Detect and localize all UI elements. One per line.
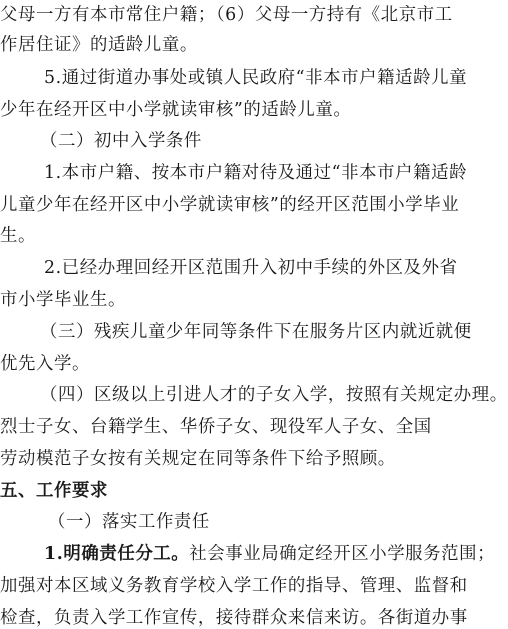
text-line: （三）残疾儿童少年同等条件下在服务片区内就近就便 (40, 322, 472, 342)
text-line: 父母一方有本市常住户籍；（6）父母一方持有《北京市工 (0, 5, 453, 25)
text-line: 少年在经开区中小学就读审核”的适龄儿童。 (0, 100, 352, 120)
text-line-bold-lead (44, 543, 496, 565)
text-line: （四）区级以上引进人才的子女入学，按照有关规定办理。 (40, 385, 508, 405)
text-line: 儿童少年在经开区中小学就读审核”的经开区范围小学毕业 (0, 195, 460, 215)
bold-lead-phrase: 1.明确责任分工。 (44, 544, 190, 564)
text-line: 市小学毕业生。 (0, 290, 126, 310)
text-line: 检查，负责入学工作宣传，接待群众来信来访。各街道办事 (0, 608, 468, 628)
section-subheading: （一）落实工作责任 (48, 512, 210, 532)
text-line: 优先入学。 (0, 354, 90, 374)
text-line: 烈士子女、台籍学生、华侨子女、现役军人子女、全国 (0, 417, 432, 437)
section-subheading: （二）初中入学条件 (40, 131, 202, 151)
section-heading: 五、工作要求 (0, 481, 108, 501)
text-line: 作居住证》的适龄儿童。 (0, 35, 198, 55)
text-line: 1.本市户籍、按本市户籍对待及通过“非本市户籍适龄 (44, 163, 468, 183)
text-line: 5.通过街道办事处或镇人民政府“非本市户籍适龄儿童 (44, 68, 468, 88)
text-line: 加强对本区域义务教育学校入学工作的指导、管理、监督和 (0, 576, 468, 596)
text-line: 生。 (0, 226, 36, 246)
line-remainder: 社会事业局确定经开区小学服务范围； (189, 544, 496, 564)
text-line: 2.已经办理回经开区范围升入初中手续的外区及外省 (44, 258, 458, 278)
text-line: 劳动模范子女按有关规定在同等条件下给予照顾。 (0, 449, 396, 469)
